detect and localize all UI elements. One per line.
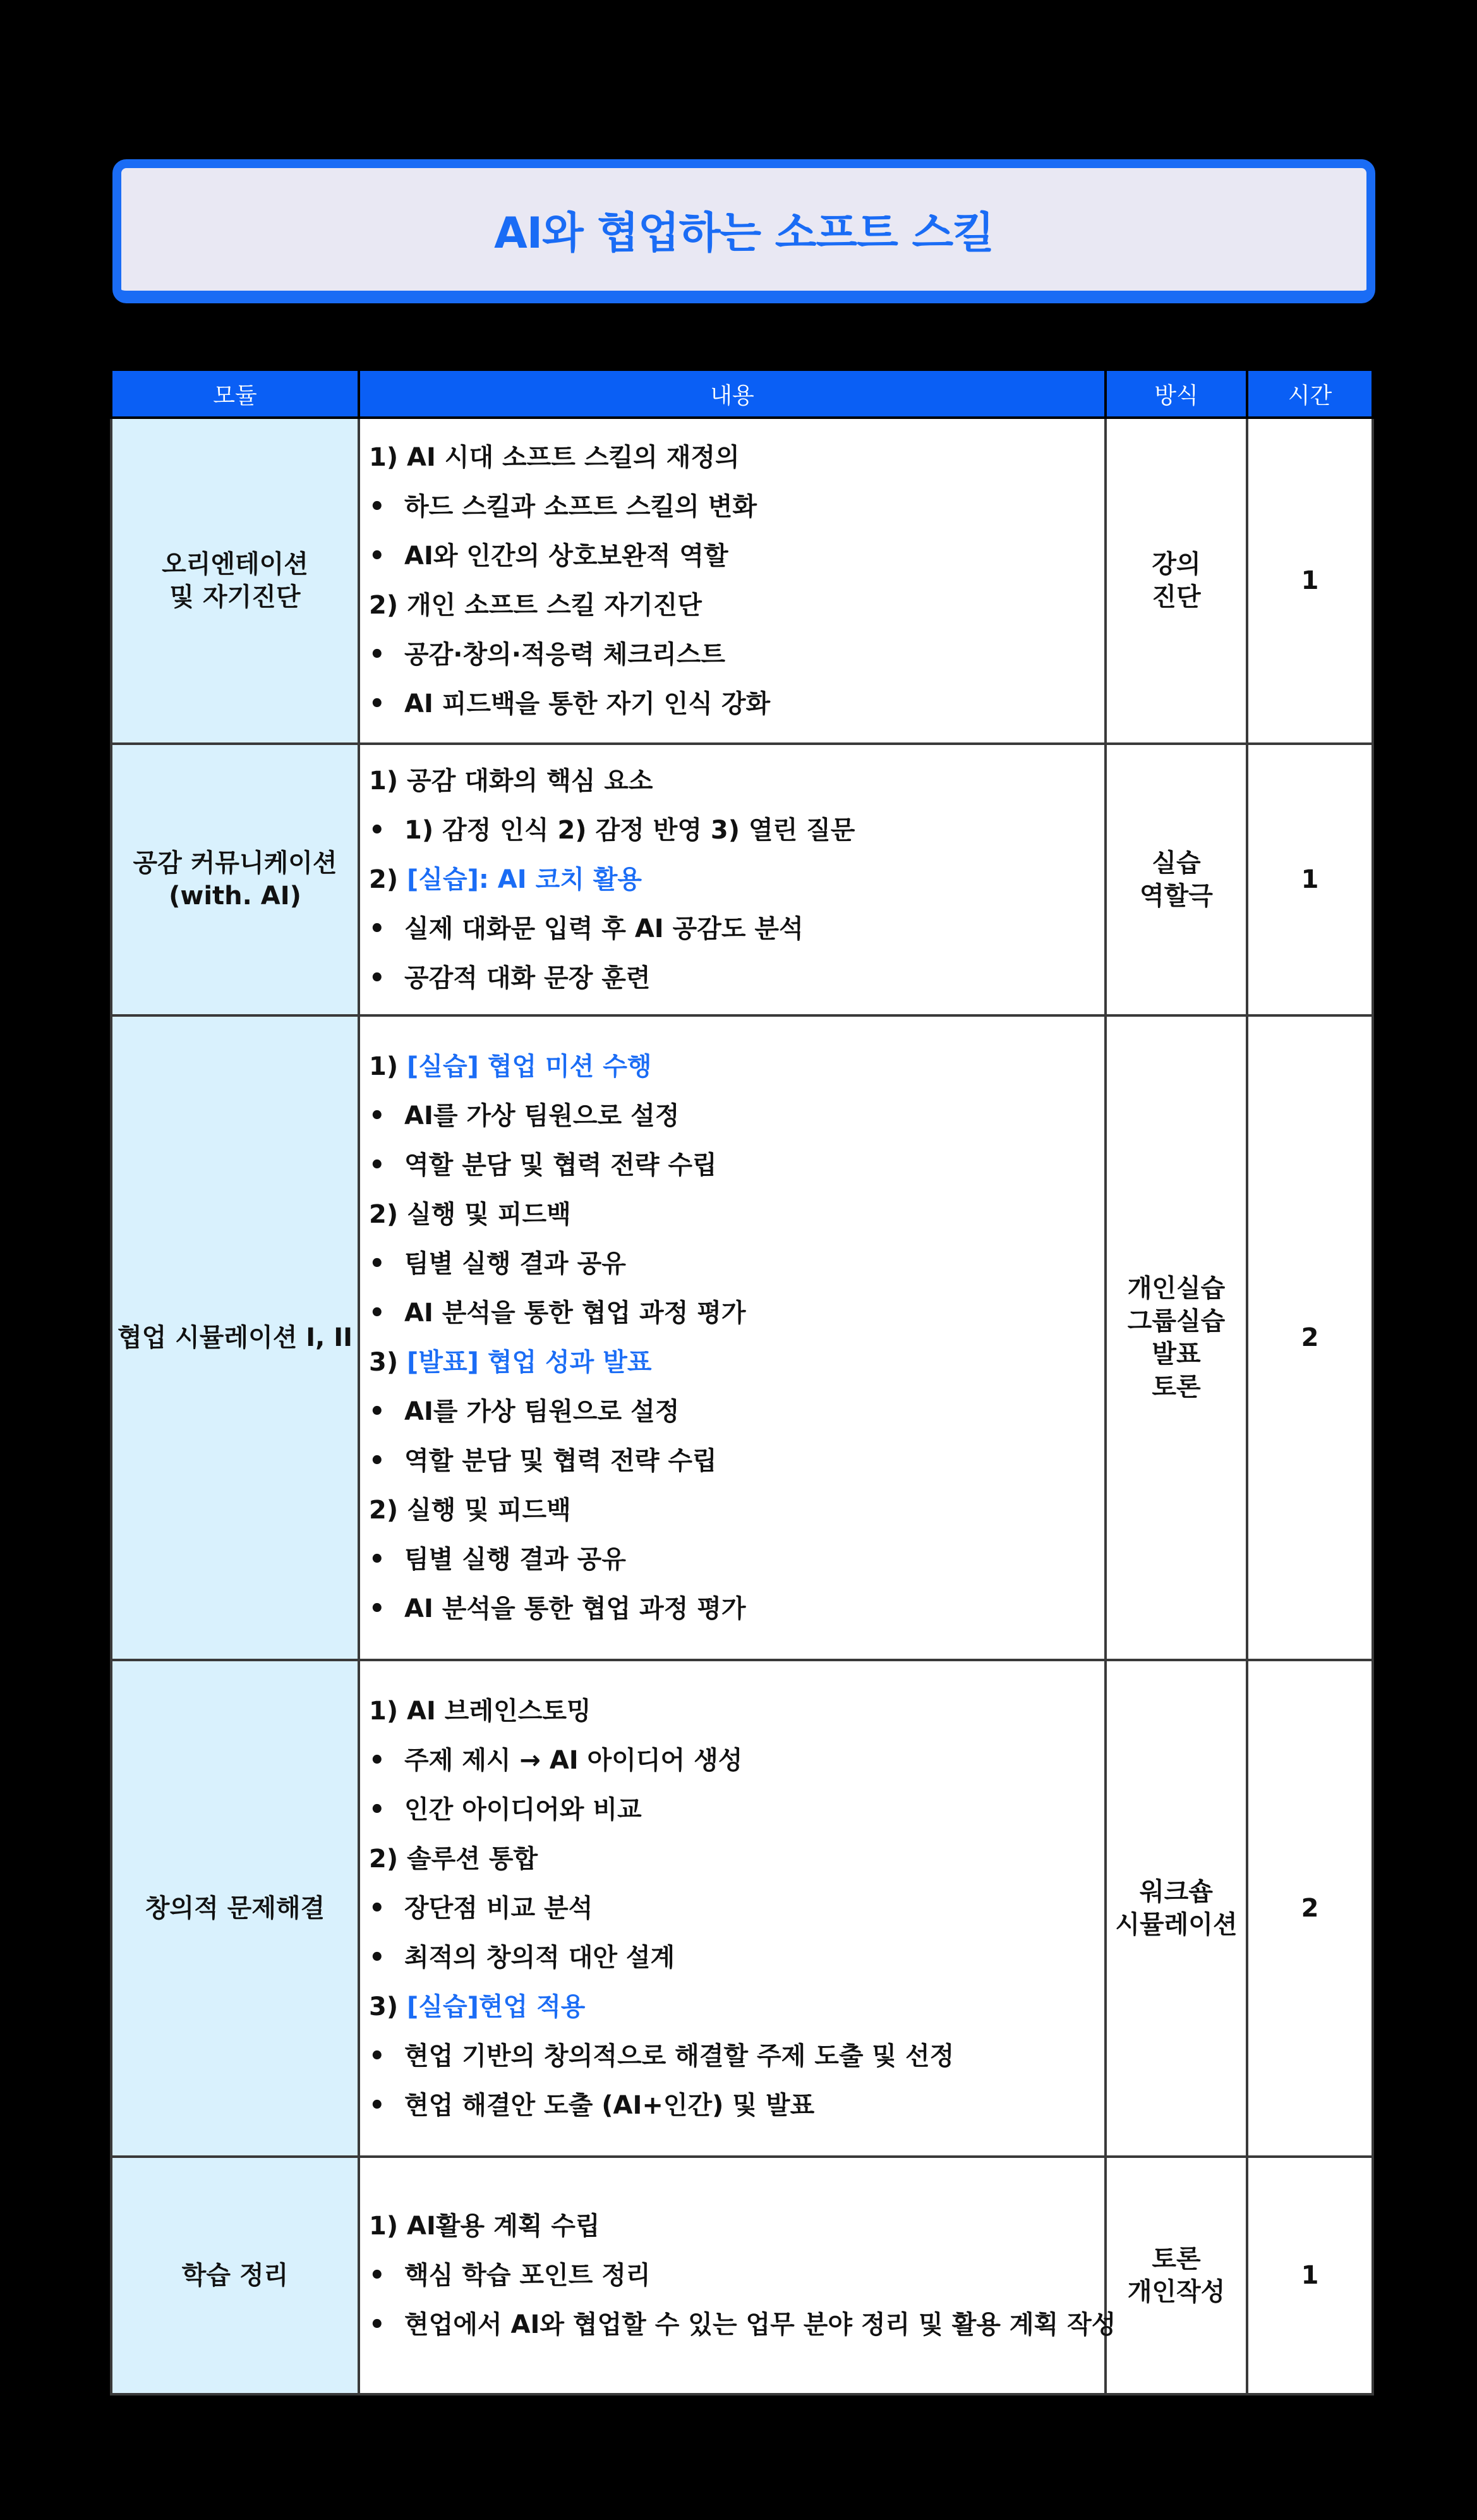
header-time: 시간 xyxy=(1247,370,1373,418)
content-cell xyxy=(359,1660,1106,2157)
method-cell: 실습 역할극 xyxy=(1106,744,1247,1015)
bullet-item: • AI 피드백을 통한 자기 인식 강화 xyxy=(369,679,1095,729)
method-cell: 개인실습 그룹실습 발표 토론 xyxy=(1106,1015,1247,1660)
bullet-item: • 장단점 비교 분석 xyxy=(369,1884,1095,1933)
bullet-item: • 현업 기반의 창의적으로 해결할 주제 도출 및 선정 xyxy=(369,2032,1095,2081)
content-cell xyxy=(359,744,1106,1015)
table-header-row xyxy=(111,370,1373,418)
bullet-item: • AI 분석을 통한 협업 과정 평가 xyxy=(369,1288,1095,1338)
table-row xyxy=(111,2157,1373,2394)
bullet-item: • 공감·창의·적응력 체크리스트 xyxy=(369,630,1095,679)
section-heading xyxy=(369,1338,1095,1387)
table-row xyxy=(111,1660,1373,2157)
time-cell: 2 xyxy=(1247,1015,1373,1660)
table-row xyxy=(111,744,1373,1015)
method-cell: 강의 진단 xyxy=(1106,418,1247,744)
bullet-item: • 팀별 실행 결과 공유 xyxy=(369,1239,1095,1288)
bullet-item: • 주제 제시 → AI 아이디어 생성 xyxy=(369,1736,1095,1785)
module-cell: 협업 시뮬레이션 I, II xyxy=(111,1015,359,1660)
bullet-item: • AI 분석을 통한 협업 과정 평가 xyxy=(369,1584,1095,1633)
content-cell xyxy=(359,418,1106,744)
section-highlight: [실습] 협업 미션 수행 xyxy=(407,1052,652,1081)
bullet-item: • AI를 가상 팀원으로 설정 xyxy=(369,1387,1095,1436)
time-cell: 1 xyxy=(1247,2157,1373,2394)
section-heading: 1) AI활용 계획 수립 xyxy=(369,2212,600,2241)
section-heading: 2) 실행 및 피드백 xyxy=(369,1200,571,1229)
bullet-item: • 인간 아이디어와 비교 xyxy=(369,1785,1095,1834)
section-highlight: [실습]현업 적용 xyxy=(407,1992,586,2021)
bullet-item: • 1) 감정 인식 2) 감정 반영 3) 열린 질문 xyxy=(369,806,1095,855)
bullet-item: • 최적의 창의적 대안 설계 xyxy=(369,1933,1095,1982)
section-heading: 1) 공감 대화의 핵심 요소 xyxy=(369,766,653,796)
header-content: 내용 xyxy=(359,370,1106,418)
section-heading xyxy=(369,1982,1095,2032)
table-row xyxy=(111,1015,1373,1660)
section-number: 3) xyxy=(369,1348,407,1377)
bullet-item: • 현업에서 AI와 협업할 수 있는 업무 분야 정리 및 활용 계획 작성 xyxy=(369,2300,1095,2349)
section-number: 3) xyxy=(369,1992,407,2021)
table-row xyxy=(111,418,1373,744)
bullet-item: • AI와 인간의 상호보완적 역할 xyxy=(369,531,1095,581)
bullet-item: • 역할 분담 및 협력 전략 수립 xyxy=(369,1141,1095,1190)
bullet-item: • AI를 가상 팀원으로 설정 xyxy=(369,1091,1095,1141)
method-cell: 워크숍 시뮬레이션 xyxy=(1106,1660,1247,2157)
header-method: 방식 xyxy=(1106,370,1247,418)
section-heading xyxy=(369,1042,1095,1091)
bullet-item: • 핵심 학습 포인트 정리 xyxy=(369,2251,1095,2300)
module-cell: 오리엔테이션 및 자기진단 xyxy=(111,418,359,744)
header-module: 모듈 xyxy=(111,370,359,418)
module-cell: 창의적 문제해결 xyxy=(111,1660,359,2157)
section-number: 2) xyxy=(369,865,407,894)
bullet-item: • 공감적 대화 문장 훈련 xyxy=(369,954,1095,1003)
section-highlight: [실습]: AI 코치 활용 xyxy=(407,865,642,894)
time-cell: 2 xyxy=(1247,1660,1373,2157)
page-title: AI와 협업하는 소프트 스킬 xyxy=(494,208,994,258)
title-banner xyxy=(112,159,1375,303)
time-cell: 1 xyxy=(1247,744,1373,1015)
bullet-item: • 현업 해결안 도출 (AI+인간) 및 발표 xyxy=(369,2081,1095,2130)
module-cell: 공감 커뮤니케이션 (with. AI) xyxy=(111,744,359,1015)
section-heading: 1) AI 시대 소프트 스킬의 재정의 xyxy=(369,443,740,472)
module-cell: 학습 정리 xyxy=(111,2157,359,2394)
section-heading: 2) 실행 및 피드백 xyxy=(369,1496,571,1525)
bullet-item: • 하드 스킬과 소프트 스킬의 변화 xyxy=(369,482,1095,531)
section-heading: 1) AI 브레인스토밍 xyxy=(369,1697,591,1726)
method-cell: 토론 개인작성 xyxy=(1106,2157,1247,2394)
curriculum-table xyxy=(110,368,1374,2396)
bullet-item: • 실제 대화문 입력 후 AI 공감도 분석 xyxy=(369,904,1095,954)
section-highlight: [발표] 협업 성과 발표 xyxy=(407,1348,652,1377)
section-number: 1) xyxy=(369,1052,407,1081)
content-cell xyxy=(359,1015,1106,1660)
content-cell xyxy=(359,2157,1116,2394)
bullet-item: • 역할 분담 및 협력 전략 수립 xyxy=(369,1436,1095,1486)
section-heading: 2) 개인 소프트 스킬 자기진단 xyxy=(369,591,702,620)
section-heading: 2) 솔루션 통합 xyxy=(369,1845,538,1874)
bullet-item: • 팀별 실행 결과 공유 xyxy=(369,1535,1095,1584)
section-heading xyxy=(369,855,1095,904)
time-cell: 1 xyxy=(1247,418,1373,744)
